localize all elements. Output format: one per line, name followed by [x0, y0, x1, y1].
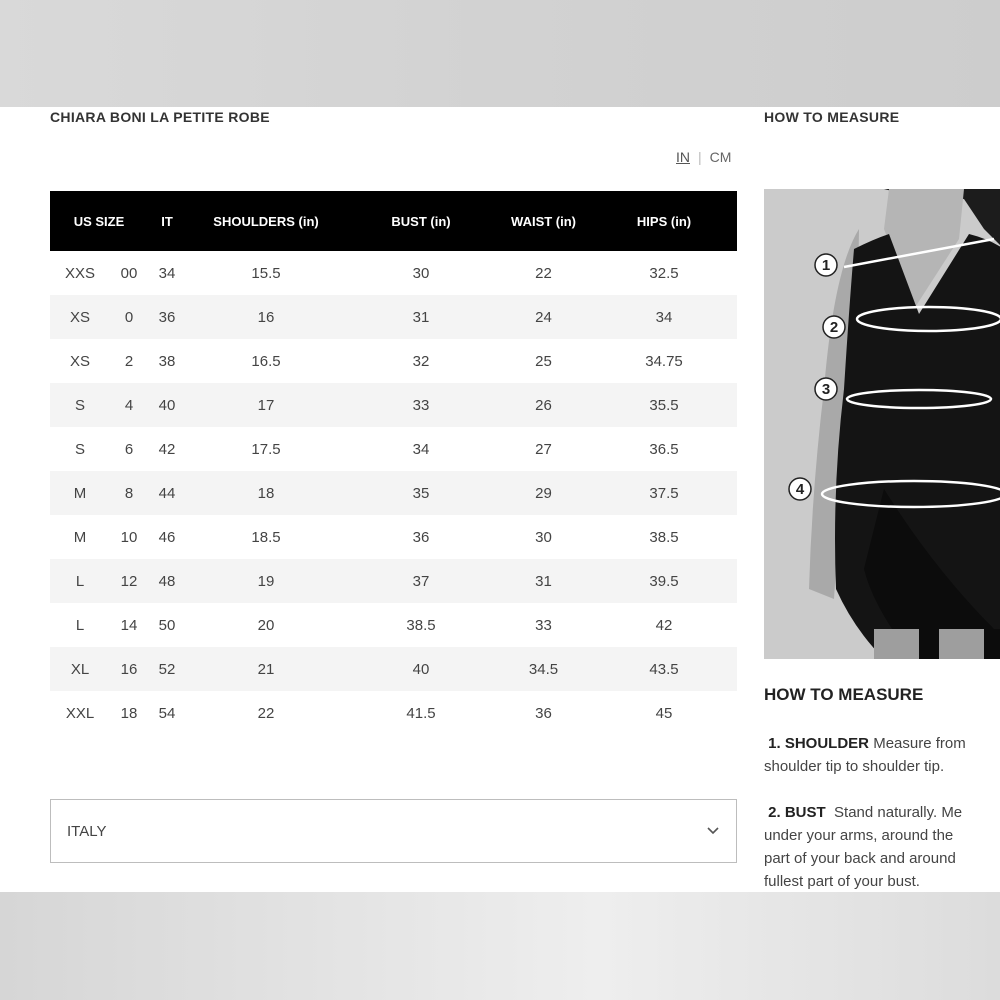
cell-shoulders: 20 [257, 616, 275, 634]
marker-4: 4 [795, 481, 805, 498]
cell-bust: 41.5 [406, 704, 436, 722]
cell-hips: 38.5 [649, 528, 679, 546]
unit-option-in[interactable]: IN [676, 149, 690, 165]
cell-it: 34 [158, 264, 176, 282]
cell-shoulders: 19 [257, 572, 275, 590]
cell-us-size: S [74, 440, 85, 458]
cell-bust: 40 [412, 660, 430, 678]
header-us-size: US SIZE [73, 213, 125, 229]
instruction-text: fullest part of your bust. [764, 873, 920, 890]
cell-us-size: L [75, 572, 85, 590]
cell-shoulders: 18 [257, 484, 275, 502]
table-row [50, 251, 737, 295]
instruction-label: 1. SHOULDER [768, 735, 870, 752]
cell-bust: 35 [412, 484, 430, 502]
cell-us-number: 2 [124, 352, 134, 370]
cell-hips: 32.5 [649, 264, 679, 282]
cell-waist: 24 [535, 308, 552, 326]
cell-us-number: 00 [120, 264, 138, 282]
cell-it: 52 [158, 660, 176, 678]
cell-bust: 30 [412, 264, 430, 282]
cell-us-size: XL [70, 660, 90, 678]
cell-bust: 31 [412, 308, 430, 326]
cell-us-size: M [73, 528, 87, 546]
cell-it: 46 [158, 528, 176, 546]
country-select[interactable] [50, 799, 737, 863]
cell-waist: 22 [535, 264, 552, 282]
country-select-value: ITALY [67, 822, 107, 840]
cell-waist: 30 [535, 528, 552, 546]
cell-us-number: 16 [120, 660, 138, 678]
marker-2: 2 [829, 319, 839, 336]
cell-us-number: 8 [124, 484, 134, 502]
table-row [50, 515, 737, 559]
cell-waist: 36 [535, 704, 552, 722]
cell-hips: 42 [655, 616, 673, 634]
unit-separator: | [698, 149, 702, 165]
cell-hips: 34 [655, 308, 673, 326]
table-row [50, 559, 737, 603]
table-header-row [50, 191, 737, 251]
instruction-label: 2. BUST [768, 804, 826, 821]
header-waist: WAIST (in) [511, 213, 577, 229]
cell-it: 54 [158, 704, 176, 722]
header-hips: HIPS (in) [636, 213, 692, 229]
cell-us-number: 4 [124, 396, 134, 414]
cell-hips: 34.75 [645, 352, 683, 370]
table-row [50, 647, 737, 691]
how-to-measure-heading: HOW TO MEASURE [764, 685, 924, 704]
bottom-background-band [0, 892, 1000, 1000]
cell-shoulders: 17 [257, 396, 275, 414]
cell-shoulders: 21 [257, 660, 275, 678]
header-shoulders: SHOULDERS (in) [213, 213, 319, 229]
instruction-shoulder [764, 732, 1000, 778]
chevron-down-icon [706, 826, 720, 836]
cell-waist: 29 [535, 484, 552, 502]
cell-us-size: XS [69, 352, 90, 370]
size-chart-table [50, 191, 737, 735]
cell-hips: 37.5 [649, 484, 679, 502]
instruction-text: part of your back and around [764, 850, 956, 867]
cell-us-number: 18 [120, 704, 138, 722]
top-background-band [0, 0, 1000, 107]
cell-hips: 39.5 [649, 572, 679, 590]
unit-toggle [676, 149, 731, 165]
table-row [50, 383, 737, 427]
table-row [50, 427, 737, 471]
marker-3: 3 [821, 381, 831, 398]
table-row [50, 691, 737, 735]
header-it: IT [161, 213, 173, 229]
unit-option-cm[interactable]: CM [709, 149, 732, 165]
cell-shoulders: 16.5 [251, 352, 281, 370]
cell-us-size: S [74, 396, 85, 414]
cell-us-size: L [75, 616, 85, 634]
cell-waist: 31 [535, 572, 552, 590]
cell-bust: 38.5 [406, 616, 436, 634]
instruction-bust [764, 801, 1000, 892]
cell-us-size: XS [69, 308, 90, 326]
cell-us-number: 14 [120, 616, 138, 634]
table-row [50, 339, 737, 383]
cell-hips: 43.5 [649, 660, 679, 678]
cell-it: 36 [158, 308, 176, 326]
cell-shoulders: 18.5 [251, 528, 281, 546]
cell-bust: 34 [412, 440, 430, 458]
instruction-text: shoulder tip to shoulder tip. [764, 758, 945, 775]
instruction-text: Stand naturally. Me [834, 804, 963, 821]
product-title: CHIARA BONI LA PETITE ROBE [50, 109, 270, 125]
cell-shoulders: 16 [257, 308, 275, 326]
cell-bust: 32 [412, 352, 430, 370]
cell-us-size: XXL [65, 704, 95, 722]
cell-us-size: M [73, 484, 87, 502]
dress-model-illustration [764, 189, 1000, 659]
cell-waist: 25 [535, 352, 552, 370]
cell-it: 48 [158, 572, 176, 590]
cell-shoulders: 15.5 [251, 264, 281, 282]
cell-waist: 27 [535, 440, 552, 458]
cell-bust: 37 [412, 572, 430, 590]
cell-us-size: XXS [64, 264, 95, 282]
how-to-measure-top-label: HOW TO MEASURE [764, 109, 900, 125]
cell-hips: 45 [655, 704, 673, 722]
cell-it: 42 [158, 440, 176, 458]
cell-bust: 36 [412, 528, 430, 546]
marker-1: 1 [821, 257, 831, 274]
table-body [50, 251, 737, 735]
cell-waist: 33 [535, 616, 552, 634]
header-bust: BUST (in) [391, 213, 451, 229]
cell-shoulders: 22 [257, 704, 275, 722]
measurement-photo [764, 189, 1000, 659]
cell-hips: 35.5 [649, 396, 679, 414]
cell-us-number: 12 [120, 572, 138, 590]
table-row [50, 603, 737, 647]
instruction-text: Measure from [873, 735, 966, 752]
table-row [50, 471, 737, 515]
cell-it: 38 [158, 352, 176, 370]
cell-us-number: 10 [120, 528, 138, 546]
cell-it: 50 [158, 616, 176, 634]
cell-us-number: 6 [124, 440, 134, 458]
cell-shoulders: 17.5 [251, 440, 281, 458]
cell-it: 44 [158, 484, 176, 502]
cell-waist: 26 [535, 396, 552, 414]
table-row [50, 295, 737, 339]
cell-bust: 33 [412, 396, 430, 414]
cell-us-number: 0 [124, 308, 134, 326]
cell-it: 40 [158, 396, 176, 414]
cell-hips: 36.5 [649, 440, 679, 458]
instruction-text: under your arms, around the [764, 827, 954, 844]
size-guide-panel [0, 107, 1000, 892]
cell-waist: 34.5 [528, 660, 559, 678]
